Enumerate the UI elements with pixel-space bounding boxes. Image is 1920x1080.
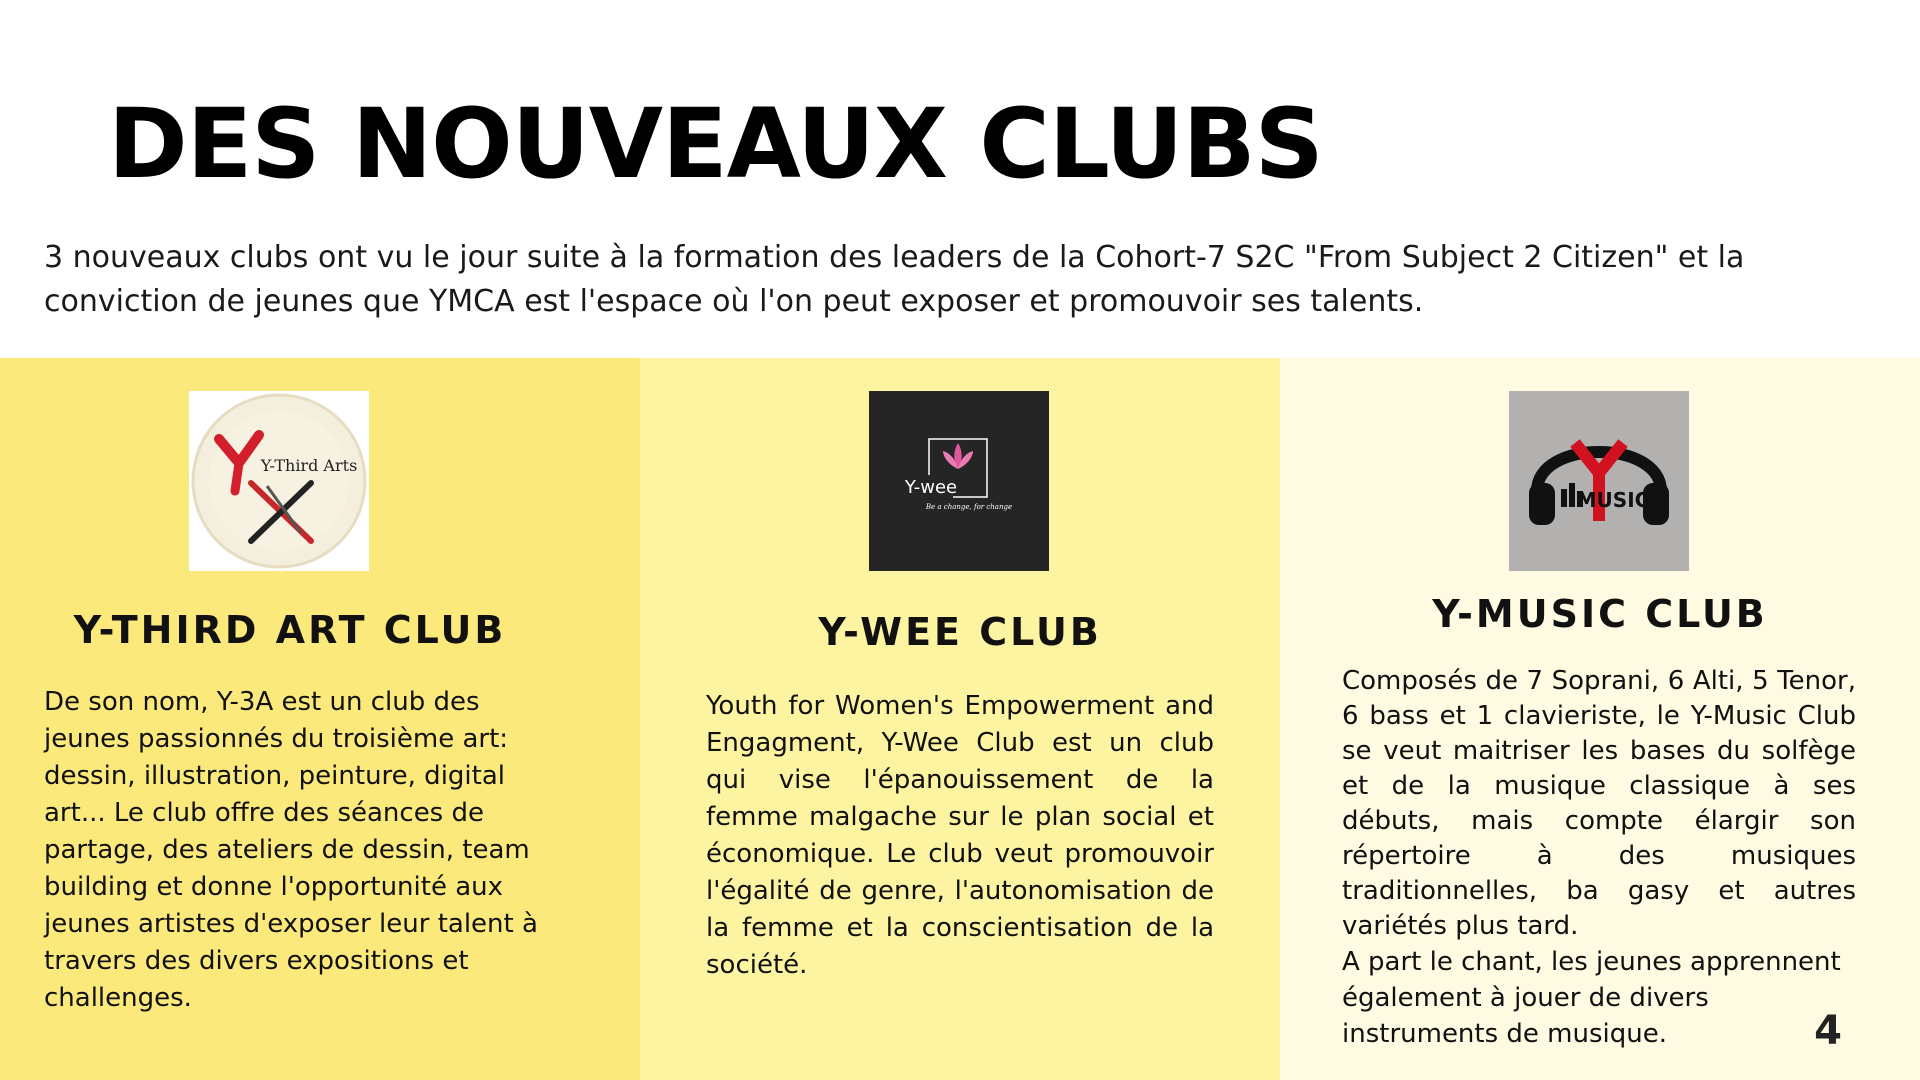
page-number: 4 (1814, 1008, 1842, 1054)
logo-tagline: Be a change, for change (925, 503, 1013, 511)
club-name: Y-MUSIC CLUB (1432, 592, 1768, 636)
intro-text: 3 nouveaux clubs ont vu le jour suite à la formation des leaders de la Cohort-7 S2C "From Subject 2 Citizen" et la conviction de jeunes que YMCA est l'espace où l'on peut exposer et promouvoir ses talents. (44, 240, 1745, 319)
logo-text: MUSIC (1576, 488, 1650, 512)
club-name: Y-WEE CLUB (818, 610, 1102, 654)
logo-text: Y-Third Arts (260, 456, 358, 475)
club-card-wee (640, 358, 1280, 1080)
page-title: DES NOUVEAUX CLUBS (108, 88, 1323, 200)
club-name: Y-THIRD ART CLUB (73, 608, 507, 652)
club-description-extra: A part le chant, les jeunes apprennent également à jouer de divers instruments de musique. (1342, 947, 1841, 1049)
club-card-third-art (0, 358, 640, 1080)
y-music-logo (1509, 391, 1689, 571)
y-wee-logo (869, 391, 1049, 571)
logo-text: Y-wee (904, 477, 958, 498)
club-description: De son nom, Y-3A est un club des jeunes passionnés du troisième art: dessin, illustration, peinture, digital art... Le club offre des séances de partage, des ateliers de dessin, team building et donne l'opportunité aux jeunes artistes d'exposer leur talent à travers des divers expositions et challenges. (44, 687, 538, 1013)
club-description: Youth for Women's Empowerment and Engagment, Y-Wee Club est un club qui vise l'épanouissement de la femme malgache sur le plan social et économique. Le club veut promouvoir l'égalité de genre, l'autonomisation de la femme et la conscientisation de la société. (706, 691, 1214, 980)
club-card-music (1280, 358, 1920, 1080)
club-description: Composés de 7 Soprani, 6 Alti, 5 Tenor, 6 bass et 1 clavieriste, le Y-Music Club se veut maitriser les bases du solfège et de la musique classique à ses débuts, mais compte élargir son répertoire à des musiques traditionnelles, ba gasy et autres variétés plus tard. (1342, 666, 1856, 941)
y-third-arts-logo (189, 391, 369, 571)
